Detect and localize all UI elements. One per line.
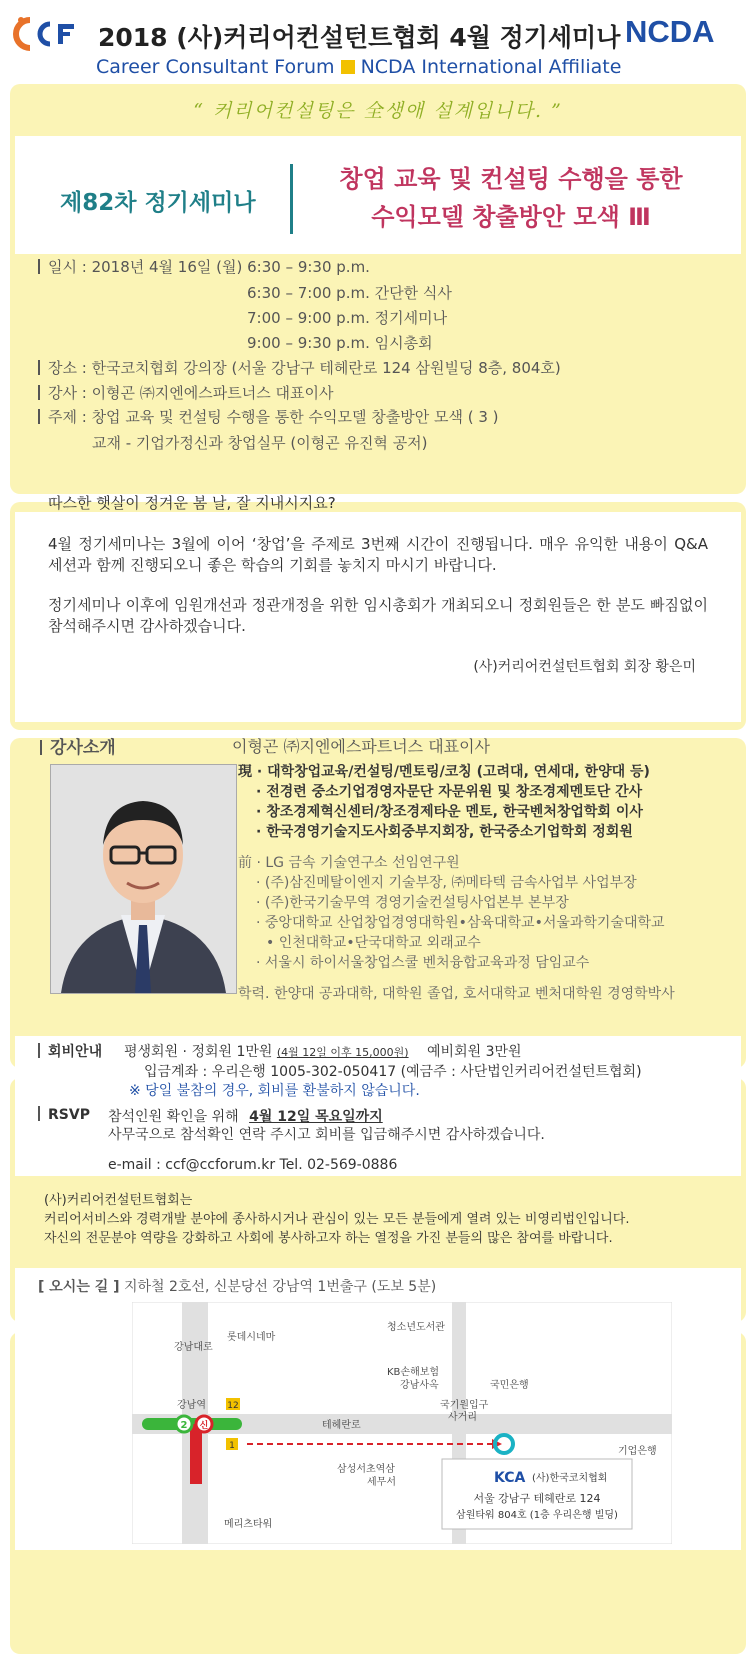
svg-text:사거리: 사거리 — [448, 1412, 477, 1423]
svg-text:강남역: 강남역 — [177, 1400, 206, 1411]
message-para1: 4월 정기세미나는 3월에 이어 ‘창업’을 주제로 3번째 시간이 진행됩니다. 매우 유익한 내용이 Q&A 세션과 함께 진행되오니 좋은 학습의 기회를 놓치지 마시기 바랍니다. — [48, 535, 708, 574]
fee-line1: 평생회원 · 정회원 1만원 (4월 12일 이후 15,000원) 예비회원 3만원 — [124, 1044, 522, 1060]
svg-text:롯데시네마: 롯데시네마 — [227, 1332, 276, 1343]
speaker-name: 이형곤 ㈜지엔에스파트너스 대표이사 — [232, 737, 491, 756]
info-speaker: 강사 : 이형곤 ㈜지엔에스파트너스 대표이사 — [38, 382, 333, 403]
info-sched1: 6:30 – 7:00 p.m. 간단한 식사 — [247, 284, 452, 302]
speaker-past-2: · (주)삼진메탈이엔지 기술부장, ㈜메타텍 금속사업부 사업부장 — [256, 875, 637, 891]
svg-text:강남대로: 강남대로 — [174, 1342, 213, 1353]
svg-text:KCA: KCA — [494, 1470, 526, 1486]
speaker-past-3: · (주)한국기술무역 경영기술컨설팅사업본부 본부장 — [256, 895, 569, 911]
contact-info: e-mail : ccf@ccforum.kr Tel. 02-569-0886 — [108, 1157, 398, 1173]
svg-text:2: 2 — [180, 1420, 188, 1431]
bullet-bar — [38, 1043, 40, 1058]
about-line1: (사)커리어컨설턴트협회는 — [44, 1193, 193, 1208]
message-para2: 정기세미나 이후에 임원개선과 정관개정을 위한 임시총회가 개최되오니 정회원들은 한 분도 빠짐없이 참석해주시면 감사하겠습니다. — [48, 596, 708, 635]
speaker-past-1: 前 · LG 금속 기술연구소 선임연구원 — [238, 855, 460, 871]
speaker-photo — [50, 764, 237, 994]
header-sub-right: NCDA International Affiliate — [360, 56, 622, 78]
svg-text:국기원입구: 국기원입구 — [440, 1400, 489, 1411]
rsvp-line1: 참석인원 확인을 위해 4월 12일 목요일까지 — [108, 1109, 383, 1125]
message-signer: (사)커리어컨설턴트협회 회장 황은미 — [473, 659, 696, 675]
seminar-number: 제82차 정기세미나 — [60, 190, 256, 216]
rsvp-line2: 사무국으로 참석확인 연락 주시고 회비를 입금해주시면 감사하겠습니다. — [108, 1127, 545, 1143]
bullet-bar — [38, 360, 40, 375]
fee-refund-note: ※ 당일 불참의 경우, 회비를 환불하지 않습니다. — [129, 1083, 420, 1099]
speaker-past-4: · 중앙대학교 산업창업경영대학원•삼육대학교•서울과학기술대학교 — [256, 915, 665, 931]
info-place: 장소 : 한국코치협회 강의장 (서울 강남구 테헤란로 124 삼원빌딩 8층, 804호) — [38, 357, 561, 378]
motto: “ 커리어컨설팅은 全생애 설계입니다. ” — [193, 100, 563, 122]
info-sched3: 9:00 – 9:30 p.m. 임시총회 — [247, 334, 433, 352]
speaker-current-2: · 전경련 중소기업경영자문단 자문위원 및 창조경제멘토단 간사 — [256, 784, 643, 800]
bullet-bar — [38, 385, 40, 400]
svg-text:KB손해보험: KB손해보험 — [387, 1367, 440, 1378]
speaker-current-1: 現 · 대학창업교육/컨설팅/멘토링/코칭 (고려대, 연세대, 한양대 등) — [238, 764, 650, 780]
header-sub-left: Career Consultant Forum — [96, 56, 335, 78]
info-sched2: 7:00 – 9:00 p.m. 정기세미나 — [247, 309, 448, 327]
svg-text:테헤란로: 테헤란로 — [322, 1420, 361, 1431]
svg-text:삼성서초역삼: 삼성서초역삼 — [337, 1464, 395, 1475]
about-line2: 커리어서비스와 경력개발 분야에 종사하시거나 관심이 있는 모든 분들에게 열려 있는 비영리법인입니다. — [44, 1212, 630, 1227]
speaker-education: 학력. 한양대 공과대학, 대학원 졸업, 호서대학교 벤처대학원 경영학박사 — [238, 986, 675, 1002]
bullet-bar — [38, 1106, 40, 1121]
map-heading: [ 오시는 길 ] 지하철 2호선, 신분당선 강남역 1번출구 (도보 5분) — [38, 1279, 437, 1295]
seminar-title — [306, 160, 716, 236]
speaker-section-label: 강사소개 — [40, 733, 116, 758]
fee-label: 회비안내 — [38, 1041, 102, 1061]
svg-text:세무서: 세무서 — [367, 1477, 396, 1488]
header-title: 2018 (사)커리어컨설턴트협회 4월 정기세미나 — [98, 23, 621, 52]
yellow-square-icon — [341, 60, 355, 74]
svg-text:서울 강남구 테헤란로 124: 서울 강남구 테헤란로 124 — [473, 1492, 601, 1505]
svg-text:12: 12 — [227, 1401, 239, 1411]
rsvp-label: RSVP — [38, 1106, 90, 1123]
svg-text:청소년도서관: 청소년도서관 — [387, 1322, 445, 1333]
bullet-bar — [38, 259, 40, 274]
svg-text:1: 1 — [229, 1441, 235, 1451]
fee-late-note: (4월 12일 이후 15,000원) — [276, 1046, 409, 1059]
ncda-logo-text: NCDA — [625, 14, 715, 49]
svg-text:기업은행: 기업은행 — [618, 1446, 657, 1457]
rsvp-deadline: 4월 12일 목요일까지 — [249, 1109, 383, 1125]
svg-text:신: 신 — [199, 1421, 209, 1431]
svg-text:강남사옥: 강남사옥 — [400, 1380, 439, 1391]
speaker-current-3: · 창조경제혁신센터/창조경제타운 멘토, 한국벤처창업학회 이사 — [256, 804, 643, 820]
header-subtitle — [96, 56, 621, 78]
title-divider — [290, 164, 293, 234]
svg-text:국민은행: 국민은행 — [490, 1380, 529, 1391]
ccf-logo — [10, 14, 80, 54]
speaker-past-5: • 인천대학교•단국대학교 외래교수 — [266, 935, 481, 951]
seminar-title-line2: 수익모델 창출방안 모색 Ⅲ — [371, 203, 651, 231]
bullet-bar — [40, 740, 42, 755]
speaker-current-4: · 한국경영기술지도사회중부지회장, 한국중소기업학회 정회원 — [256, 824, 633, 840]
about-line3: 자신의 전문분야 역량을 강화하고 사회에 봉사하고자 하는 열정을 가진 분들의 많은 참여를 바랍니다. — [44, 1231, 613, 1246]
info-date: 일시 : 2018년 4월 16일 (월) 6:30 – 9:30 p.m. — [38, 256, 370, 277]
subway-sinbundang — [190, 1424, 202, 1484]
speaker-past-6: · 서울시 하이서울창업스쿨 벤처융합교육과정 담임교수 — [256, 955, 590, 971]
svg-text:(사)한국코치협회: (사)한국코치협회 — [532, 1473, 608, 1484]
bullet-bar — [38, 409, 40, 424]
info-textbook: 교재 - 기업가정신과 창업실무 (이형곤 유진혁 공저) — [92, 434, 428, 452]
svg-text:삼원타워 804호 (1층 우리은행 빌딩): 삼원타워 804호 (1층 우리은행 빌딩) — [456, 1510, 618, 1521]
location-map — [132, 1302, 672, 1548]
info-topic: 주제 : 창업 교육 및 컨설팅 수행을 통한 수익모델 창출방안 모색 ( 3 ) — [38, 406, 499, 427]
svg-text:메리츠타워: 메리츠타워 — [224, 1519, 273, 1530]
fee-account: 입금계좌 : 우리은행 1005-302-050417 (예금주 : 사단법인커리어컨설턴트협회) — [144, 1064, 642, 1080]
seminar-title-line1: 창업 교육 및 컨설팅 수행을 통한 — [339, 165, 683, 193]
message-greeting: 따스한 햇살이 정겨운 봄 날, 잘 지내시지요? — [48, 494, 336, 512]
